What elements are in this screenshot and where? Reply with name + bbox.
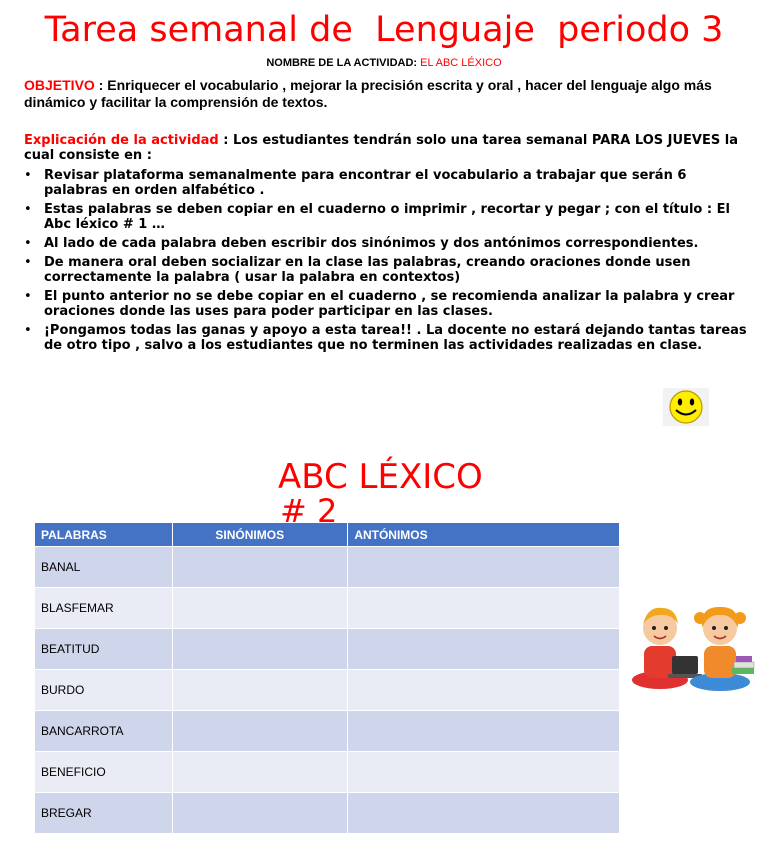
bullet-icon: • bbox=[24, 323, 32, 338]
column-header-sinonimos: SINÓNIMOS bbox=[173, 523, 348, 547]
list-item bbox=[24, 236, 749, 251]
synonyms-cell bbox=[173, 588, 348, 629]
list-item bbox=[24, 168, 749, 198]
list-item-text: Al lado de cada palabra deben escribir dos sinónimos y dos antónimos correspondientes. bbox=[44, 236, 699, 251]
synonyms-cell bbox=[173, 670, 348, 711]
word-cell: BURDO bbox=[35, 670, 173, 711]
table-row bbox=[35, 629, 620, 670]
table-row bbox=[35, 752, 620, 793]
objective-text: : Enriquecer el vocabulario , mejorar la precisión escrita y oral , hacer del lenguaje algo más dinámico y facilitar la comprensión de textos. bbox=[24, 77, 712, 110]
column-header-antonimos: ANTÓNIMOS bbox=[348, 523, 620, 547]
bullet-icon: • bbox=[24, 168, 32, 183]
list-item-text: De manera oral deben socializar en la clase las palabras, creando oraciones donde usen correctamente la palabra ( usar la palabra en contextos) bbox=[44, 255, 691, 285]
page-title: Tarea semanal de Lenguaje periodo 3 bbox=[44, 10, 724, 50]
synonyms-cell bbox=[173, 711, 348, 752]
list-item bbox=[24, 323, 749, 353]
list-item-text: Estas palabras se deben copiar en el cuaderno o imprimir , recortar y pegar ; con el título : El Abc léxico # 1 … bbox=[44, 202, 730, 232]
activity-name bbox=[0, 57, 768, 69]
list-item-text: El punto anterior no se debe copiar en el cuaderno , se recomienda analizar la palabra y crear oraciones donde las uses para poder participar en las clases. bbox=[44, 289, 735, 319]
list-item-text: Revisar plataforma semanalmente para encontrar el vocabulario a trabajar que serán 6 palabras en orden alfabético . bbox=[44, 168, 687, 198]
bullet-icon: • bbox=[24, 236, 32, 251]
objective-paragraph bbox=[24, 77, 744, 111]
table-row bbox=[35, 670, 620, 711]
objective-label: OBJETIVO bbox=[24, 77, 95, 93]
antonyms-cell bbox=[348, 588, 620, 629]
word-cell: BREGAR bbox=[35, 793, 173, 834]
instructions-list bbox=[24, 168, 749, 357]
list-item bbox=[24, 202, 749, 232]
smiley-face-icon bbox=[663, 388, 709, 426]
word-cell: BANAL bbox=[35, 547, 173, 588]
antonyms-cell bbox=[348, 547, 620, 588]
table-header-row bbox=[35, 523, 620, 547]
antonyms-cell bbox=[348, 793, 620, 834]
antonyms-cell bbox=[348, 629, 620, 670]
column-header-palabras: PALABRAS bbox=[35, 523, 173, 547]
activity-name-label: NOMBRE DE LA ACTIVIDAD: bbox=[266, 57, 418, 69]
synonyms-cell bbox=[173, 793, 348, 834]
explanation-label: Explicación de la actividad bbox=[24, 133, 219, 148]
word-cell: BANCARROTA bbox=[35, 711, 173, 752]
bullet-icon: • bbox=[24, 202, 32, 217]
synonyms-cell bbox=[173, 629, 348, 670]
word-cell: BENEFICIO bbox=[35, 752, 173, 793]
synonyms-cell bbox=[173, 752, 348, 793]
antonyms-cell bbox=[348, 752, 620, 793]
list-item-text: ¡Pongamos todas las ganas y apoyo a esta tarea!! . La docente no estará dejando tantas tareas de otro tipo , salvo a los estudiantes que no terminen las actividades realizadas en clase. bbox=[44, 323, 747, 353]
children-with-laptop-illustration bbox=[628, 598, 758, 696]
antonyms-cell bbox=[348, 670, 620, 711]
vocabulary-table bbox=[35, 523, 620, 833]
bullet-icon: • bbox=[24, 289, 32, 304]
explanation-paragraph bbox=[24, 133, 749, 163]
antonyms-cell bbox=[348, 711, 620, 752]
table-row bbox=[35, 793, 620, 834]
bullet-icon: • bbox=[24, 255, 32, 270]
list-item bbox=[24, 255, 749, 285]
table-row bbox=[35, 547, 620, 588]
list-item bbox=[24, 289, 749, 319]
activity-name-value: EL ABC LÉXICO bbox=[420, 57, 502, 69]
abc-lexico-number: # 2 bbox=[280, 494, 338, 522]
table-row bbox=[35, 711, 620, 752]
abc-lexico-title: ABC LÉXICO bbox=[278, 457, 483, 497]
explanation-text: : Los estudiantes tendrán solo una tarea semanal PARA LOS JUEVES la cual consiste en : bbox=[24, 133, 738, 163]
word-cell: BLASFEMAR bbox=[35, 588, 173, 629]
word-cell: BEATITUD bbox=[35, 629, 173, 670]
table-row bbox=[35, 588, 620, 629]
synonyms-cell bbox=[173, 547, 348, 588]
